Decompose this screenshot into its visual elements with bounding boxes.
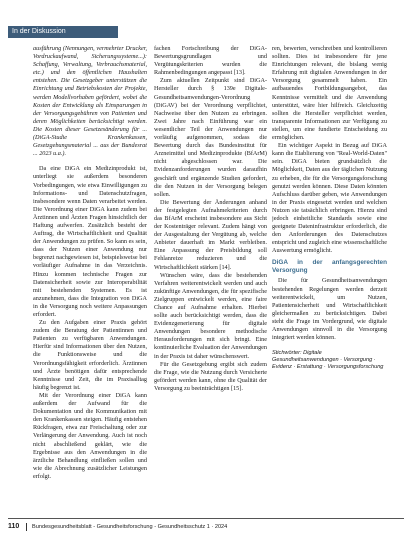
body-paragraph: Da eine DiGA ein Medizinprodukt ist, unterliegt sie außerdem besonderen Vorbedingungen, wie etwa Einwilligungen zu Informations- und Datenschutzfragen, insbesondere wenn Daten verarbeitet werden. Die Verordnung einer DiGA kann zudem bei Ärztinnen und Ärzten Fragen hinsichtlich der Haftung aufwerfen. Zusätzlich besteht der Auftrag, die Wirtschaftlichkeit und Qualität der Anwendungen zu prüfen. So kann es sein, dass der Nutzen einer Anwendung nur begrenzt nachgewiesen ist, beispielsweise bei vorläufiger Aufnahme in das Verzeichnis. Hinzu kommen technische Fragen zur Datensicherheit sowie zur Interoperabilität mit bestehenden Systemen. Es ist anzunehmen, dass die Integration von DiGA in die Versorgung noch weitere Anpassungen erfordert. xyxy=(33,165,147,318)
keywords-line: Stichwörter: Digitale Gesundheitsanwendungen · Versorgung · Evidenz · Erstattung · Versorgungsforschung xyxy=(272,350,384,371)
page-number: 110 xyxy=(8,523,20,530)
body-paragraph: Wünschen wäre, dass die bestehenden Verfahren weiterentwickelt werden und auch zukünftige Anwendungen, die für spezifische Zielgruppen entwickelt werden, eine faire Chance auf Aufnahme erhalten. Hierbei sollte auch berücksichtigt werden, dass die Evidenzgenerierung für digitale Anwendungen besondere methodische Herausforderungen mit sich bringt. Eine kontinuierliche Evaluation der Anwendungen in der Praxis ist daher wünschenswert. xyxy=(154,271,267,360)
footer-rule xyxy=(8,518,404,519)
journal-title: Bundesgesundheitsblatt - Gesundheitsforschung - Gesundheitsschutz 1 · 2024 xyxy=(32,524,228,530)
body-paragraph: Zum aktuellen Zeitpunkt sind DiGA-Hersteller durch § 139e Digitale-Gesundheitsanwendungen-Verordnung (DiGAV) bei der Verordnung verpflichtet, Nachweise über den Nutzen zu erbringen. Zwei Jahre nach Einführung war ein wesentlicher Teil der Anwendungen nur vorläufig aufgenommen, sodass die Bewertung durch das Bundesinstitut für Arzneimittel und Medizinprodukte (BfArM) nicht abgeschlossen war. Die Evidenzanforderungen wurden daraufhin geschärft und ergänzende Studien gefordert, die den Nutzen in der Versorgung belegen sollen. xyxy=(154,77,267,198)
body-paragraph: Für die Gesetzgebung ergibt sich zudem die Frage, wie die Nutzung durch Versicherte gefördert werden kann, ohne die Qualität der Versorgung zu beeinträchtigen [15]. xyxy=(154,360,267,392)
footer-separator xyxy=(26,523,27,531)
body-paragraph: Ein wichtiger Aspekt in Bezug auf DiGA kann die Etablierung von "Real-World-Daten" sein. DiGA bieten grundsätzlich die Möglichkeit, Daten aus der täglichen Nutzung zu erheben, die für die Versorgungsforschung genutzt werden können. Diese Daten könnten Aufschluss darüber geben, wie Anwendungen in der Praxis eingesetzt werden und welchen Nutzen sie tatsächlich erbringen. Hierzu sind jedoch einheitliche Standards sowie eine geeignete Dateninfrastruktur erforderlich, die den Anforderungen des Datenschutzes entspricht und zugleich eine wissenschaftliche Auswertung ermöglicht. xyxy=(272,142,387,255)
text-column-3 xyxy=(272,45,387,530)
body-paragraph: Zu den Aufgaben einer Praxis gehört zudem die Beratung der Patientinnen und Patienten zu verfügbaren Anwendungen. Hierfür sind Informationen über den Nutzen, die Funktionsweise und die Verordnungsfähigkeit erforderlich. Ärztinnen und Ärzte benötigen dafür entsprechende Kenntnisse und Zeit, die im Praxisalltag häufig begrenzt ist. xyxy=(33,319,147,391)
body-paragraph: ren, bewerten, verschreiben und kontrollieren sollten. Dies ist insbesondere für jene Einrichtungen relevant, die bislang wenig Erfahrung mit digitalen Anwendungen in der Versorgung gesammelt haben. Ein aufbauendes Fortbildungsangebot, das Kenntnisse vermittelt und die Anwendung unterstützt, wäre hier hilfreich. Gleichzeitig sollten die Hersteller verpflichtet werden, transparente Informationen zur Verfügung zu stellen, um eine fundierte Entscheidung zu ermöglichen. xyxy=(272,45,387,142)
text-column-2 xyxy=(154,45,267,530)
page-footer xyxy=(8,521,404,533)
quoted-text: ausführung (Nennungen, vermehrter Drucker, Vordruckaufwand, Sicherungssysteme...): Schaffung, Verwaltung, Verbrauchsmaterial, etc.) und den öffentlichen Haushalten entstehen. Die Gesetzgeber unterstützen die Einrichtung und Betriebskosten der Projekte, werden Modellvorhaben gefördert, wobei die Kosten der Entwicklung als Einsparungen in der Versorgungsgebühren von Patienten und deren Möglichkeiten berücksichtigt werden. Die Kosten dieser Gesetzesänderung für ... (DiGA-Studie Krankenkassen, Gesetzgebungsmaterial ... aus der Bundesrat ... 2023 u.a.). xyxy=(33,45,147,158)
body-paragraph: Mit der Verordnung einer DiGA kann außerdem der Aufwand für die Dokumentation und die Kommunikation mit den Krankenkassen steigen. Häufig entstehen Rückfragen, etwa zur Freischaltung oder zur Verlängerung der Anwendung. Auch ist noch nicht abschließend geklärt, wie die Ergebnisse aus den Anwendungen in die ärztliche Behandlung einfließen sollen und wie die Abrechnung zusätzlicher Leistungen erfolgt. xyxy=(33,391,147,480)
body-paragraph: Die Bewertung der Änderungen anhand der festgelegten Aufnahmekriterien durch das BfArM erscheint insbesondere aus Sicht der Kostenträger relevant. Zudem hängt von der Ausgestaltung der Vergütung ab, welche Anbieter dauerhaft im Markt verbleiben. Eine Anpassung der Preisbildung soll Fehlanreize reduzieren und die Wirtschaftlichkeit stärken [14]. xyxy=(154,198,267,271)
body-paragraph: fachen Fortschreibung der DiGA-Bewertungsgrundlagen und Vergütungskriterien wurden die Rahmenbedingungen angepasst [13]. xyxy=(154,45,267,77)
body-paragraph: Die für Gesundheitsanwendungen bestehenden Regelungen werden derzeit weiterentwickelt, um Nutzen, Patientensicherheit und Wirtschaftlichkeit gleichermaßen zu berücksichtigen. Dabei steht die Frage im Vordergrund, wie digitale Anwendungen sinnvoll in die Versorgung integriert werden können. xyxy=(272,277,387,342)
section-label: In der Diskussion xyxy=(8,26,118,38)
section-subheading: DiGA in der anfangsgerechten Versorgung xyxy=(272,259,387,275)
text-column-1 xyxy=(33,45,147,530)
